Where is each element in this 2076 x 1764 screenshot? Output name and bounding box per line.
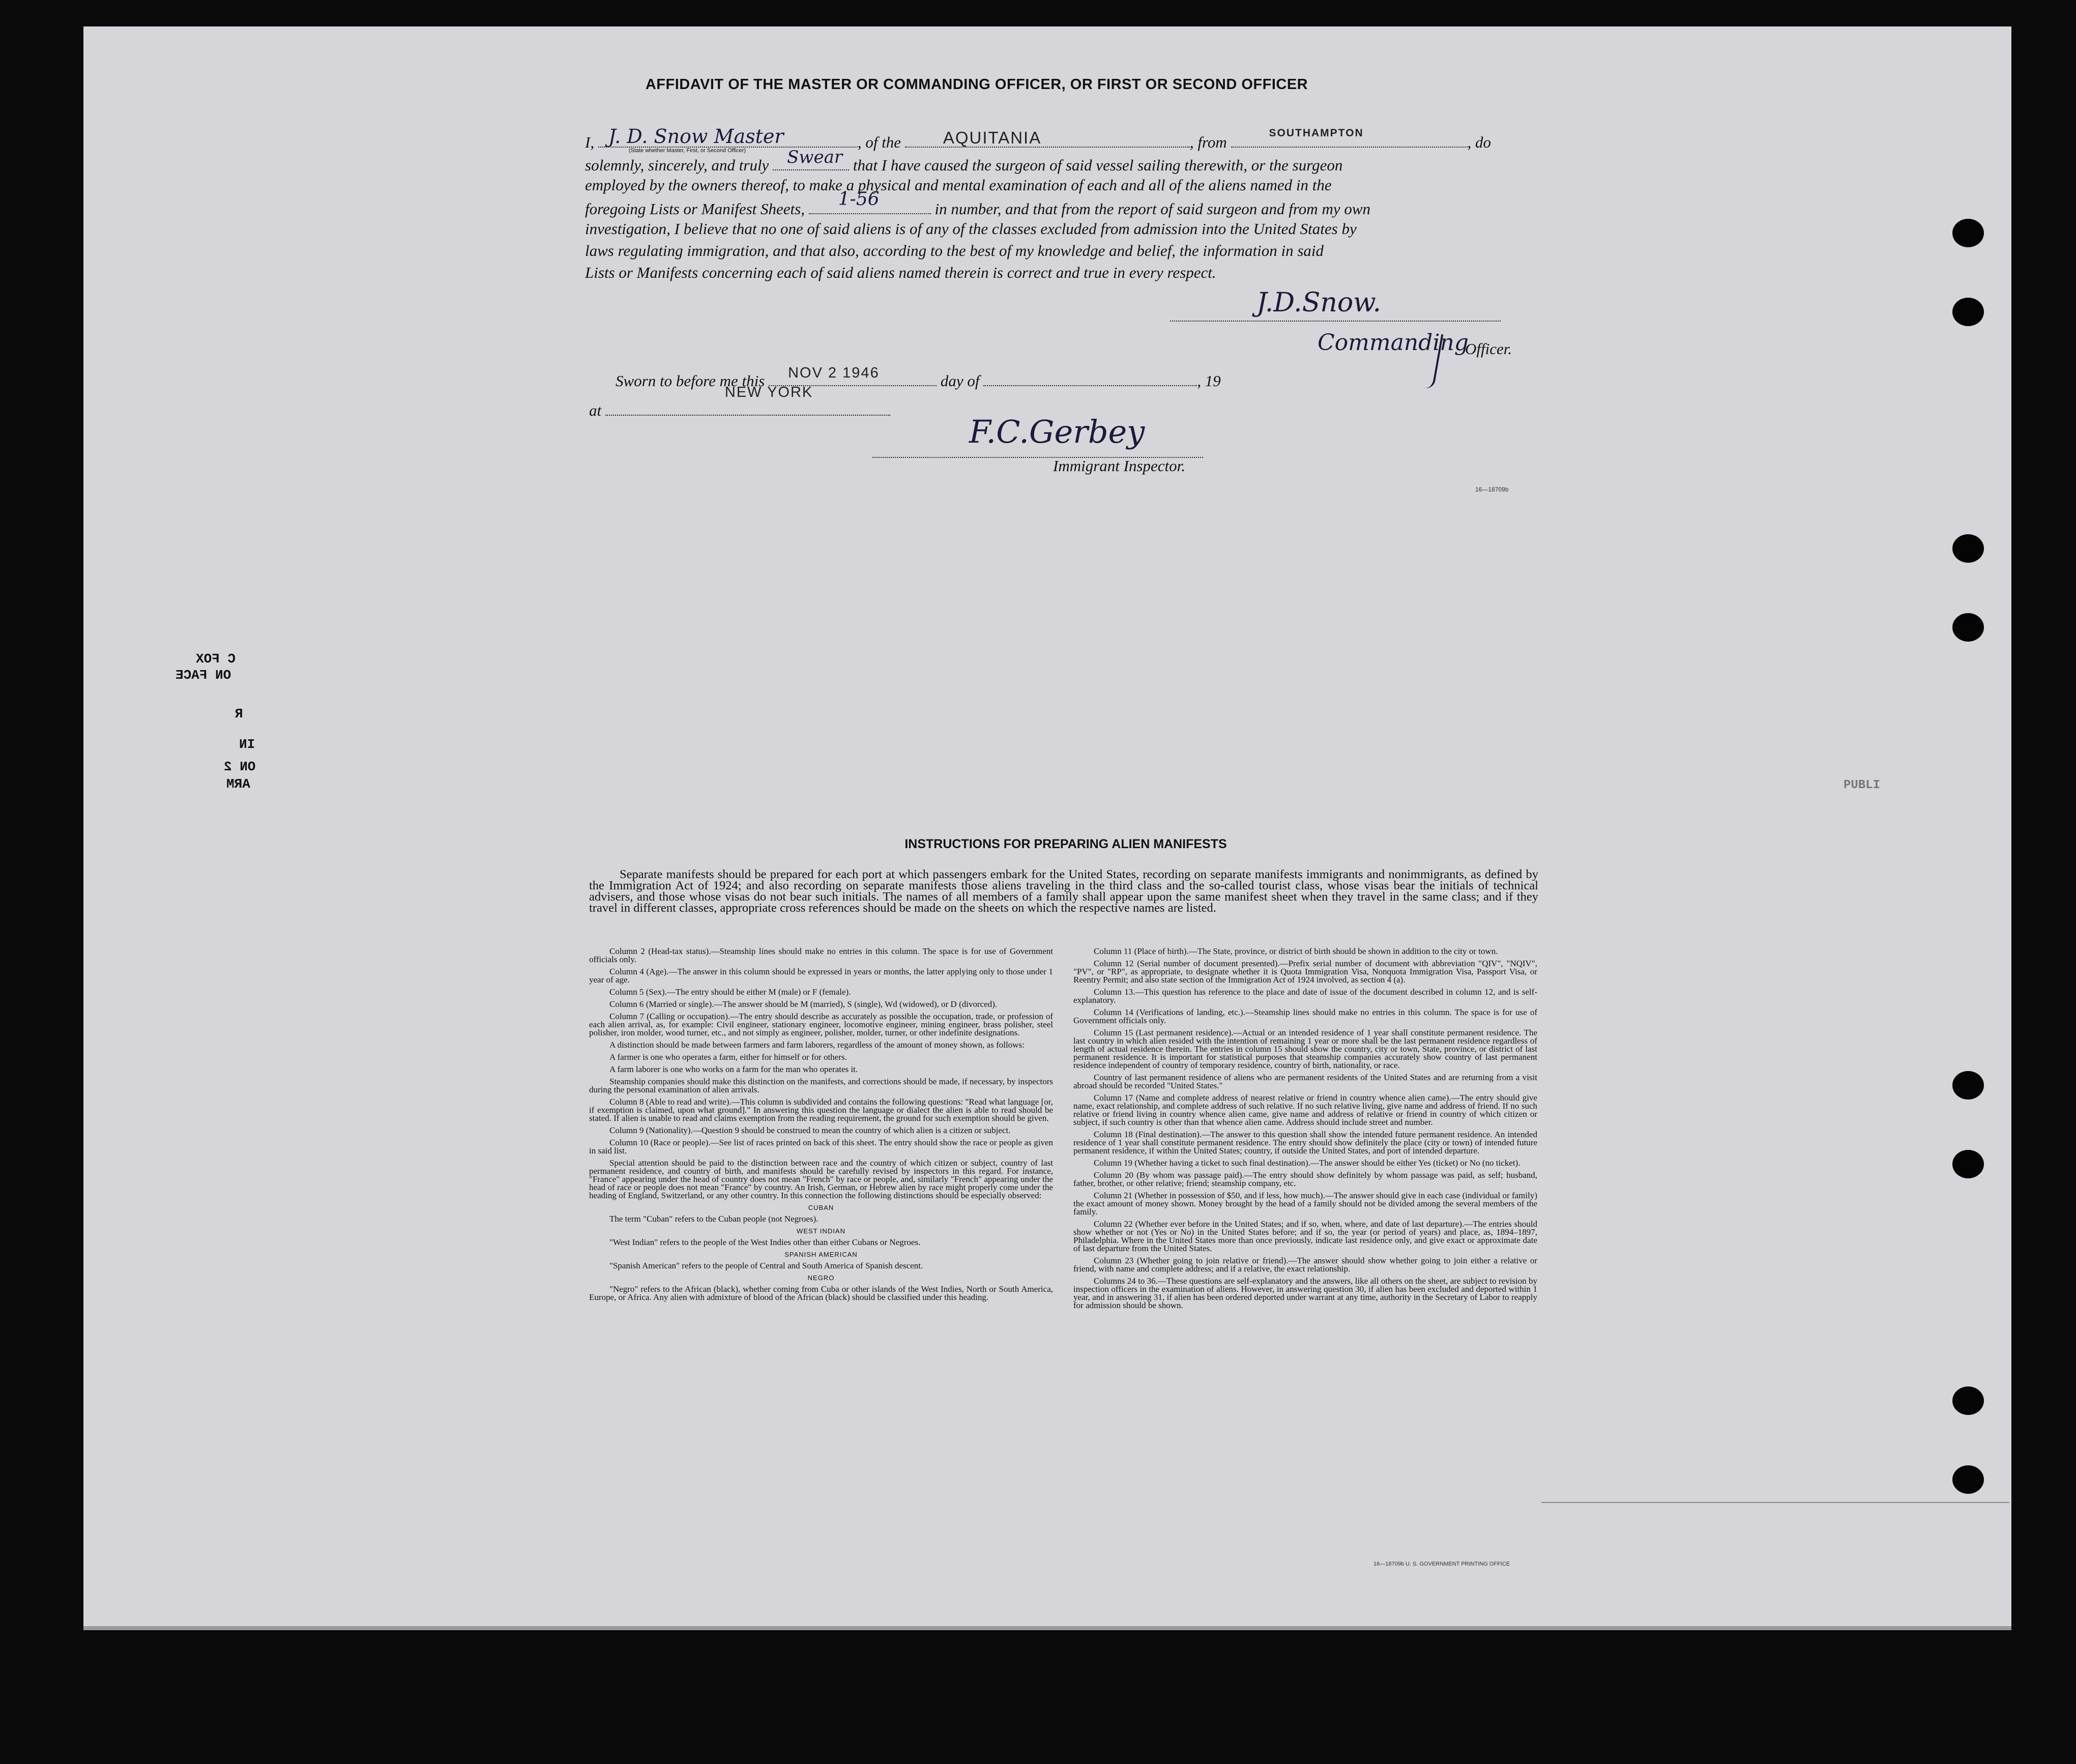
instr-col18: Column 18 (Final destination).—The answer to this question shall show the intended future permanent residence. An intended residence of 1 year shall constitute permanent residence. The entry should show definitely the place (city or town) of intended future permanent residence, if within the United States; country, if outside the United States, and port of intended departure. xyxy=(1073,1130,1537,1155)
instr-col10: Column 10 (Race or people).—See list of races printed on back of this sheet. The entry should show the race or people as given in said list. xyxy=(589,1138,1053,1155)
instr-col13: Column 13.—This question has reference to the place and date of issue of the document described in column 12, and is self-explanatory. xyxy=(1073,987,1537,1005)
instr-col21: Column 21 (Whether in possession of $50, and if less, how much).—The answer should give in each case (individual or family) the exact amount of money shown. Money brought by the head of a family should not be divided among the several members of the family. xyxy=(1073,1191,1537,1217)
sworn-place-field: NEW YORK xyxy=(605,399,890,416)
bleed-text: ON 2 xyxy=(224,759,256,774)
instr-special: Special attention should be paid to the distinction between race and the country of which citizen or subject, country of last permanent residence, and country of birth, and manifests should be carefully revised by inspectors in this regard. For instance, "France" appearing under the head of country does not mean "French" by race or people, and, similarly "French" appearing under the head of race or people does not mean "France" by country. An Irish, German, or Hebrew alien by race might properly come under the heading of England, Switzerland, or any other country. In this connection the following distinctions should be especially observed: xyxy=(589,1158,1053,1200)
punch-hole xyxy=(1952,613,1984,642)
officer-label: Officer. xyxy=(1465,340,1512,358)
instr-cuban: The term "Cuban" refers to the Cuban people (not Negroes). xyxy=(609,1214,818,1224)
instructions-right-column xyxy=(1073,947,1537,1314)
bleed-text: IN xyxy=(239,737,255,752)
bleed-text: C FOX xyxy=(196,651,236,667)
bleed-text: PUBLI xyxy=(1844,778,1881,792)
heading-cuban: CUBAN xyxy=(808,1204,834,1211)
instr-farm: A distinction should be made between farmers and farm laborers, regardless of the amount of money shown, as follows: xyxy=(609,1040,1025,1050)
heading-spanish-american: SPANISH AMERICAN xyxy=(784,1251,858,1258)
punch-hole xyxy=(1952,1071,1984,1100)
instr-spanish-american: "Spanish American" refers to the people of Central and South America of Spanish descent. xyxy=(609,1261,923,1270)
instr-laborer: A farm laborer is one who works on a farm for the man who operates it. xyxy=(609,1064,858,1074)
affidavit-line-7: Lists or Manifests concerning each of said aliens named therein is correct and true in every respect. xyxy=(585,264,1216,281)
instr-col24-36: Columns 24 to 36.—These questions are self-explanatory and the answers, like all others on the sheet, are subject to revision by inspection officers in the examination of aliens. However, in answering question 30, if alien has been excluded and deported within 1 year, and in answering 31, if alien has been ordered deported under warrant at any time, authority in the Secretary of Labor to reapply for admission should be shown. xyxy=(1073,1276,1537,1310)
instr-col7: Column 7 (Calling or occupation).—The entry should describe as accurately as possible the occupation, trade, or profession of each alien arrival, as, for example: Civil engineer, stationary engineer, locomotive engineer, mining engineer, brass polisher, steel polisher, iron molder, wood turner, etc., and not simply as engineer, polisher, molder, turner, or other indefinite designations. xyxy=(589,1011,1053,1037)
instr-farmer: A farmer is one who operates a farm, either for himself or for others. xyxy=(609,1052,847,1062)
punch-hole xyxy=(1952,298,1984,326)
inspector-signature: F.C.Gerbey xyxy=(969,413,1145,450)
punch-hole xyxy=(1952,1150,1984,1178)
sheet-bottom-edge xyxy=(83,1626,2011,1630)
oath-field: Swear xyxy=(773,154,849,170)
punch-hole xyxy=(1952,1386,1984,1415)
instr-col4: Column 4 (Age).—The answer in this column should be expressed in years or months, the latter applying only to those under 1 year of age. xyxy=(589,967,1053,985)
instr-col5: Column 5 (Sex).—The entry should be either M (male) or F (female). xyxy=(609,987,851,997)
affidavit-line-3: employed by the owners thereof, to make a physical and mental examination of each and all of the aliens named in the xyxy=(585,176,1332,194)
sworn-place-line: at NEW YORK xyxy=(589,399,945,420)
instr-col9: Column 9 (Nationality).—Question 9 should be construed to mean the country of which alien is a citizen or subject. xyxy=(609,1125,1011,1135)
printing-office-footer: 16—18709b U. S. GOVERNMENT PRINTING OFFICE xyxy=(1373,1561,1510,1567)
instr-col19: Column 19 (Whether having a ticket to such final destination).—The answer should be either Yes (ticket) or No (no ticket). xyxy=(1094,1158,1521,1168)
sheet-count-field: 1-56 xyxy=(809,198,931,214)
form-number: 16—18709b xyxy=(1475,486,1509,493)
inspector-label: Immigrant Inspector. xyxy=(1053,457,1186,475)
sworn-date-field: NOV 2 1946 xyxy=(769,370,937,386)
vessel-field: AQUITANIA xyxy=(905,131,1190,148)
instructions-title: INSTRUCTIONS FOR PREPARING ALIEN MANIFESTS xyxy=(904,837,1227,851)
instr-negro: "Negro" refers to the African (black), whether coming from Cuba or other islands of the West Indies, North or South America, Europe, or Africa. Any alien with admixture of blood of the African (black) should be classified under this heading. xyxy=(589,1284,1053,1302)
sworn-line: Sworn to before me this NOV 2 1946 day of , 19 xyxy=(616,365,1221,390)
affidavit-title: AFFIDAVIT OF THE MASTER OR COMMANDING OFFICER, OR FIRST OR SECOND OFFICER xyxy=(645,76,1308,93)
instr-col17: Column 17 (Name and complete address of nearest relative or friend in country whence alien came).—The entry should give name, exact relationship, and complete address of such relative. If no such relative living, give name and address of friend. If no such relative or friend living in country whence alien came, give name and address of relative or friend in country of which citizen or subject, if such country is other than that whence alien came. Address should include street and number. xyxy=(1073,1093,1537,1127)
instr-steamship: Steamship companies should make this distinction on the manifests, and corrections should be made, if necessary, by inspectors during the personal examination of alien arrivals. xyxy=(589,1077,1053,1094)
port-field: SOUTHAMPTON xyxy=(1231,131,1468,148)
instr-col22: Column 22 (Whether ever before in the United States; and if so, when, where, and date of last departure).—The entries should show whether or not (Yes or No) in the United States before; and if so, the year (or period of years) and place, as, 1894–1897, Philadelphia. Where in the United States more than once previously, indicate last residence only, and give exact or approximate date of last departure from the United States. xyxy=(1073,1219,1537,1253)
affidavit-line-4: foregoing Lists or Manifest Sheets, 1-56 in number, and that from the report of said surgeon and from my own xyxy=(585,189,1371,218)
signature-line xyxy=(1170,321,1501,322)
instructions-intro: Separate manifests should be prepared for each port at which passengers embark for the United States, recording on separate manifests immigrants and nonimmigrants, as defined by the Immigration Act of 1924; and also recording on separate manifests those aliens traveling in the third class and the so-called tourist class, whose visas bear the initials of technical advisers, and those whose visas do not bear such initials. The names of all members of a family shall appear upon the same manifest sheet when they travel in the same class; and if they travel in different classes, appropriate cross references should be made on the sheets on which the respective names are listed. xyxy=(589,867,1538,915)
instr-col14: Column 14 (Verifications of landing, etc.).—Steamship lines should make no entries in this column. The space is for use of Government officials only. xyxy=(1073,1007,1537,1025)
affidavit-line-2: solemnly, sincerely, and truly Swear that I have caused the surgeon of said vessel sailing therewith, or the surgeon xyxy=(585,147,1343,174)
instr-west-indian: "West Indian" refers to the people of the West Indies other than either Cubans or Negroes. xyxy=(609,1237,921,1247)
instr-col15: Column 15 (Last permanent residence).—Actual or an intended residence of 1 year shall constitute permanent residence. The last country in which alien resided with the intention of remaining 1 year or more shall be the last permanent residence regardless of length of actual residence therein. The entries in column 15 should show the country, city or town, State, province, or district of last permanent residence. It is important for statistical purposes that steamship companies accurately show country of last permanent residence independent of country of temporary residence, country of birth, nationality, or race. xyxy=(1073,1028,1537,1070)
punch-hole xyxy=(1952,534,1984,563)
instr-col2: Column 2 (Head-tax status).—Steamship lines should make no entries in this column. The space is for use of Government officials only. xyxy=(589,946,1053,964)
punch-hole xyxy=(1952,1465,1984,1494)
bleed-text: ARM xyxy=(226,776,250,792)
affidavit-line-6: laws regulating immigration, and that also, according to the best of my knowledge and belief, the information in said xyxy=(585,242,1324,259)
affidavit-line-5: investigation, I believe that no one of said aliens is of any of the classes excluded from admission into the United States by xyxy=(585,220,1357,238)
instr-col20: Column 20 (By whom was passage paid).—The entry should show definitely by whom passage was paid, as self; husband, father, brother, or other relative; friend; steamship company, etc. xyxy=(1073,1170,1537,1188)
officer-rank-field: J. D. Snow Master (State whether Master, First, or Second Officer) xyxy=(598,131,858,148)
instr-col11: Column 11 (Place of birth).—The State, province, or district of birth should be shown in addition to the city or town. xyxy=(1094,946,1498,956)
instr-col6: Column 6 (Married or single).—The answer should be M (married), S (single), Wd (widowed), or D (divorced). xyxy=(609,999,998,1009)
instr-col8: Column 8 (Able to read and write).—This column is subdivided and contains the following questions: "Read what language [or, if exemption is claimed, upon what ground]." In answering this question the language or dialect the alien is able to read should be stated. If alien is unable to read and claims exemption from the reading requirement, the ground for such exemption should be given. xyxy=(589,1097,1053,1123)
punch-hole xyxy=(1952,219,1984,247)
instr-col12: Column 12 (Serial number of document presented).—Prefix serial number of document with abbreviation "QIV", "NQIV", "PV", or "RP", as appropriate, to designate whether it is Quota Immigration Visa, Nonquota Immigration Visa, Passport Visa, or Reentry Permit; and also state section of the Immigration Act of 1924 involved, as section 4 (a). xyxy=(1073,959,1537,985)
instructions-left-column xyxy=(589,947,1053,1306)
affidavit-line-1: I, J. D. Snow Master (State whether Master, First, or Second Officer) , of the AQUITANIA , from SOUTHAMPTON , do xyxy=(585,125,1491,154)
bleed-text: R xyxy=(235,706,243,721)
fold-line xyxy=(1541,1502,2009,1503)
heading-negro: NEGRO xyxy=(807,1274,835,1282)
bleed-text: ON FACE xyxy=(176,668,231,683)
heading-west-indian: WEST INDIAN xyxy=(797,1227,845,1235)
master-signature: J.D.Snow. xyxy=(1256,287,1381,318)
commanding-handwriting: Commanding xyxy=(1318,330,1469,356)
instr-col23: Column 23 (Whether going to join relative or friend).—The answer should show whether going to join either a relative or friend, with name and complete address; and if a relative, the exact relationship. xyxy=(1073,1256,1537,1274)
instr-country: Country of last permanent residence of aliens who are permanent residents of the United States and are returning from a visit abroad should be recorded "United States." xyxy=(1073,1073,1537,1090)
